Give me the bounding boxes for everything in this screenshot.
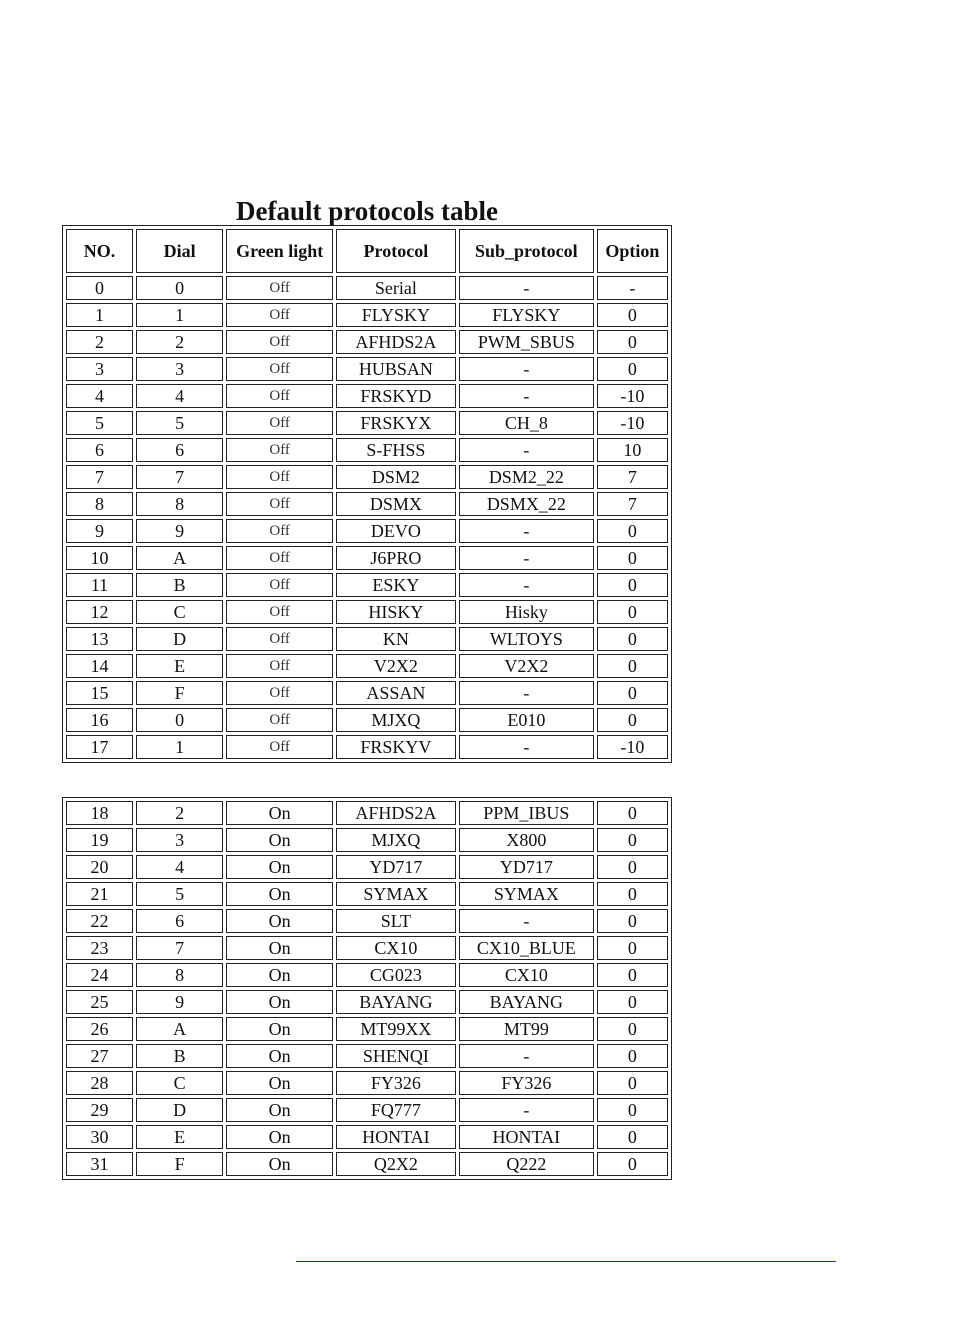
cell-no: 20 <box>66 855 133 879</box>
table-row <box>66 465 668 489</box>
cell-option: 0 <box>597 546 668 570</box>
cell-dial: D <box>136 1098 223 1122</box>
table-row <box>66 492 668 516</box>
cell-option: 0 <box>597 801 668 825</box>
cell-option: 7 <box>597 492 668 516</box>
cell-sub-protocol: - <box>459 735 594 759</box>
cell-protocol: HONTAI <box>336 1125 456 1149</box>
cell-protocol: S-FHSS <box>336 438 456 462</box>
cell-no: 21 <box>66 882 133 906</box>
cell-protocol: J6PRO <box>336 546 456 570</box>
cell-protocol: FRSKYD <box>336 384 456 408</box>
table-row <box>66 735 668 759</box>
cell-protocol: MJXQ <box>336 828 456 852</box>
cell-sub-protocol: - <box>459 438 594 462</box>
cell-sub-protocol: X800 <box>459 828 594 852</box>
cell-dial: B <box>136 573 223 597</box>
cell-no: 31 <box>66 1152 133 1176</box>
cell-no: 10 <box>66 546 133 570</box>
cell-dial: 6 <box>136 438 223 462</box>
cell-option: 0 <box>597 357 668 381</box>
cell-option: 0 <box>597 1071 668 1095</box>
cell-no: 18 <box>66 801 133 825</box>
cell-sub-protocol: HONTAI <box>459 1125 594 1149</box>
cell-green-light: Off <box>226 411 333 435</box>
cell-protocol: FRSKYX <box>336 411 456 435</box>
cell-no: 27 <box>66 1044 133 1068</box>
cell-no: 7 <box>66 465 133 489</box>
table-row <box>66 573 668 597</box>
cell-green-light: On <box>226 936 333 960</box>
cell-green-light: On <box>226 990 333 1014</box>
cell-protocol: HISKY <box>336 600 456 624</box>
protocols-table-green-off <box>62 225 672 763</box>
table-row <box>66 384 668 408</box>
cell-option: -10 <box>597 384 668 408</box>
cell-no: 3 <box>66 357 133 381</box>
table-row <box>66 936 668 960</box>
cell-option: 0 <box>597 1017 668 1041</box>
cell-green-light: Off <box>226 330 333 354</box>
cell-dial: 0 <box>136 276 223 300</box>
cell-green-light: Off <box>226 600 333 624</box>
cell-dial: 9 <box>136 990 223 1014</box>
cell-sub-protocol: - <box>459 384 594 408</box>
cell-no: 25 <box>66 990 133 1014</box>
cell-protocol: BAYANG <box>336 990 456 1014</box>
header-option: Option <box>597 229 668 273</box>
table-row <box>66 801 668 825</box>
cell-option: 0 <box>597 708 668 732</box>
cell-no: 30 <box>66 1125 133 1149</box>
cell-no: 4 <box>66 384 133 408</box>
cell-sub-protocol: - <box>459 681 594 705</box>
cell-no: 26 <box>66 1017 133 1041</box>
protocols-table-green-on <box>62 797 672 1180</box>
cell-green-light: Off <box>226 465 333 489</box>
cell-no: 13 <box>66 627 133 651</box>
cell-no: 2 <box>66 330 133 354</box>
cell-dial: 3 <box>136 828 223 852</box>
cell-green-light: On <box>226 1071 333 1095</box>
cell-green-light: On <box>226 1125 333 1149</box>
cell-green-light: On <box>226 801 333 825</box>
cell-green-light: On <box>226 882 333 906</box>
cell-sub-protocol: DSMX_22 <box>459 492 594 516</box>
cell-green-light: Off <box>226 276 333 300</box>
cell-green-light: On <box>226 909 333 933</box>
cell-option: 0 <box>597 909 668 933</box>
cell-sub-protocol: Q222 <box>459 1152 594 1176</box>
table-row <box>66 546 668 570</box>
cell-sub-protocol: - <box>459 519 594 543</box>
cell-sub-protocol: YD717 <box>459 855 594 879</box>
table-row <box>66 855 668 879</box>
cell-protocol: DSMX <box>336 492 456 516</box>
table-row <box>66 438 668 462</box>
cell-option: 0 <box>597 1098 668 1122</box>
cell-sub-protocol: CH_8 <box>459 411 594 435</box>
cell-green-light: Off <box>226 627 333 651</box>
cell-option: 0 <box>597 330 668 354</box>
cell-protocol: YD717 <box>336 855 456 879</box>
cell-option: 0 <box>597 882 668 906</box>
cell-dial: C <box>136 1071 223 1095</box>
cell-sub-protocol: SYMAX <box>459 882 594 906</box>
cell-sub-protocol: WLTOYS <box>459 627 594 651</box>
table-row <box>66 909 668 933</box>
cell-protocol: ESKY <box>336 573 456 597</box>
cell-option: 0 <box>597 654 668 678</box>
cell-no: 19 <box>66 828 133 852</box>
cell-dial: C <box>136 600 223 624</box>
cell-sub-protocol: CX10_BLUE <box>459 936 594 960</box>
cell-dial: 4 <box>136 384 223 408</box>
cell-option: 0 <box>597 855 668 879</box>
cell-dial: 2 <box>136 801 223 825</box>
cell-protocol: ASSAN <box>336 681 456 705</box>
table-row <box>66 654 668 678</box>
cell-sub-protocol: - <box>459 357 594 381</box>
cell-sub-protocol: PPM_IBUS <box>459 801 594 825</box>
cell-option: 0 <box>597 303 668 327</box>
cell-green-light: Off <box>226 735 333 759</box>
header-protocol: Protocol <box>336 229 456 273</box>
cell-option: 0 <box>597 573 668 597</box>
cell-green-light: Off <box>226 519 333 543</box>
cell-dial: 8 <box>136 963 223 987</box>
cell-dial: 2 <box>136 330 223 354</box>
header-row <box>66 229 668 273</box>
cell-sub-protocol: - <box>459 1044 594 1068</box>
table-row <box>66 1125 668 1149</box>
cell-option: -10 <box>597 411 668 435</box>
table-row <box>66 708 668 732</box>
cell-dial: 3 <box>136 357 223 381</box>
cell-protocol: AFHDS2A <box>336 801 456 825</box>
cell-green-light: On <box>226 1017 333 1041</box>
cell-sub-protocol: - <box>459 546 594 570</box>
cell-dial: 1 <box>136 303 223 327</box>
table-row <box>66 600 668 624</box>
cell-option: 0 <box>597 1125 668 1149</box>
table-row <box>66 828 668 852</box>
cell-protocol: FY326 <box>336 1071 456 1095</box>
cell-no: 16 <box>66 708 133 732</box>
cell-protocol: CX10 <box>336 936 456 960</box>
cell-green-light: Off <box>226 654 333 678</box>
cell-no: 17 <box>66 735 133 759</box>
cell-dial: 5 <box>136 411 223 435</box>
cell-option: 0 <box>597 1152 668 1176</box>
cell-protocol: Serial <box>336 276 456 300</box>
cell-no: 9 <box>66 519 133 543</box>
cell-green-light: Off <box>226 438 333 462</box>
table-row <box>66 1017 668 1041</box>
cell-green-light: On <box>226 855 333 879</box>
cell-no: 8 <box>66 492 133 516</box>
cell-green-light: Off <box>226 681 333 705</box>
cell-protocol: AFHDS2A <box>336 330 456 354</box>
table-row <box>66 1044 668 1068</box>
cell-dial: 7 <box>136 465 223 489</box>
cell-no: 0 <box>66 276 133 300</box>
cell-sub-protocol: - <box>459 909 594 933</box>
header-green-light: Green light <box>226 229 333 273</box>
header-no: NO. <box>66 229 133 273</box>
cell-no: 11 <box>66 573 133 597</box>
table-row <box>66 411 668 435</box>
table-row <box>66 276 668 300</box>
cell-green-light: Off <box>226 573 333 597</box>
cell-protocol: HUBSAN <box>336 357 456 381</box>
cell-protocol: SLT <box>336 909 456 933</box>
cell-dial: D <box>136 627 223 651</box>
cell-green-light: On <box>226 1098 333 1122</box>
cell-protocol: DEVO <box>336 519 456 543</box>
cell-no: 29 <box>66 1098 133 1122</box>
cell-option: 0 <box>597 1044 668 1068</box>
cell-option: 10 <box>597 438 668 462</box>
cell-sub-protocol: V2X2 <box>459 654 594 678</box>
cell-protocol: CG023 <box>336 963 456 987</box>
cell-option: 0 <box>597 627 668 651</box>
cell-green-light: Off <box>226 357 333 381</box>
cell-green-light: Off <box>226 303 333 327</box>
table-row <box>66 357 668 381</box>
cell-no: 5 <box>66 411 133 435</box>
cell-protocol: MT99XX <box>336 1017 456 1041</box>
table-row <box>66 1152 668 1176</box>
table-title: Default protocols table <box>236 196 498 226</box>
cell-no: 22 <box>66 909 133 933</box>
cell-option: 0 <box>597 681 668 705</box>
cell-no: 24 <box>66 963 133 987</box>
cell-sub-protocol: - <box>459 1098 594 1122</box>
cell-protocol: Q2X2 <box>336 1152 456 1176</box>
cell-protocol: KN <box>336 627 456 651</box>
table-row <box>66 990 668 1014</box>
cell-sub-protocol: FLYSKY <box>459 303 594 327</box>
cell-no: 6 <box>66 438 133 462</box>
cell-sub-protocol: - <box>459 276 594 300</box>
cell-green-light: On <box>226 1152 333 1176</box>
cell-sub-protocol: Hisky <box>459 600 594 624</box>
cell-protocol: FRSKYV <box>336 735 456 759</box>
table-row <box>66 627 668 651</box>
cell-no: 28 <box>66 1071 133 1095</box>
table-row <box>66 330 668 354</box>
cell-green-light: Off <box>226 492 333 516</box>
cell-dial: E <box>136 1125 223 1149</box>
table-row <box>66 303 668 327</box>
cell-option: 7 <box>597 465 668 489</box>
cell-option: 0 <box>597 936 668 960</box>
cell-dial: 6 <box>136 909 223 933</box>
cell-dial: 0 <box>136 708 223 732</box>
cell-protocol: SHENQI <box>336 1044 456 1068</box>
cell-protocol: DSM2 <box>336 465 456 489</box>
cell-option: - <box>597 276 668 300</box>
cell-no: 15 <box>66 681 133 705</box>
cell-no: 14 <box>66 654 133 678</box>
cell-dial: 5 <box>136 882 223 906</box>
table-row <box>66 963 668 987</box>
cell-no: 1 <box>66 303 133 327</box>
cell-dial: E <box>136 654 223 678</box>
table-row <box>66 681 668 705</box>
cell-sub-protocol: BAYANG <box>459 990 594 1014</box>
cell-dial: 9 <box>136 519 223 543</box>
table-row <box>66 519 668 543</box>
cell-dial: 7 <box>136 936 223 960</box>
cell-green-light: On <box>226 1044 333 1068</box>
cell-green-light: On <box>226 963 333 987</box>
cell-protocol: SYMAX <box>336 882 456 906</box>
cell-protocol: FQ777 <box>336 1098 456 1122</box>
cell-no: 23 <box>66 936 133 960</box>
cell-green-light: Off <box>226 708 333 732</box>
cell-option: 0 <box>597 990 668 1014</box>
table-row <box>66 1098 668 1122</box>
cell-dial: 8 <box>136 492 223 516</box>
cell-green-light: Off <box>226 546 333 570</box>
cell-option: 0 <box>597 600 668 624</box>
cell-green-light: On <box>226 828 333 852</box>
cell-dial: 4 <box>136 855 223 879</box>
cell-option: 0 <box>597 828 668 852</box>
table-row <box>66 1071 668 1095</box>
cell-sub-protocol: DSM2_22 <box>459 465 594 489</box>
cell-sub-protocol: PWM_SBUS <box>459 330 594 354</box>
cell-sub-protocol: CX10 <box>459 963 594 987</box>
cell-protocol: MJXQ <box>336 708 456 732</box>
cell-dial: A <box>136 546 223 570</box>
cell-option: 0 <box>597 963 668 987</box>
cell-dial: A <box>136 1017 223 1041</box>
cell-option: -10 <box>597 735 668 759</box>
cell-dial: B <box>136 1044 223 1068</box>
header-dial: Dial <box>136 229 223 273</box>
cell-sub-protocol: - <box>459 573 594 597</box>
cell-protocol: V2X2 <box>336 654 456 678</box>
hyperlink-underline[interactable] <box>296 1261 836 1262</box>
cell-green-light: Off <box>226 384 333 408</box>
cell-dial: F <box>136 681 223 705</box>
header-sub-protocol: Sub_protocol <box>459 229 594 273</box>
cell-sub-protocol: FY326 <box>459 1071 594 1095</box>
cell-option: 0 <box>597 519 668 543</box>
cell-no: 12 <box>66 600 133 624</box>
cell-protocol: FLYSKY <box>336 303 456 327</box>
cell-dial: F <box>136 1152 223 1176</box>
table-row <box>66 882 668 906</box>
cell-sub-protocol: MT99 <box>459 1017 594 1041</box>
cell-sub-protocol: E010 <box>459 708 594 732</box>
cell-dial: 1 <box>136 735 223 759</box>
